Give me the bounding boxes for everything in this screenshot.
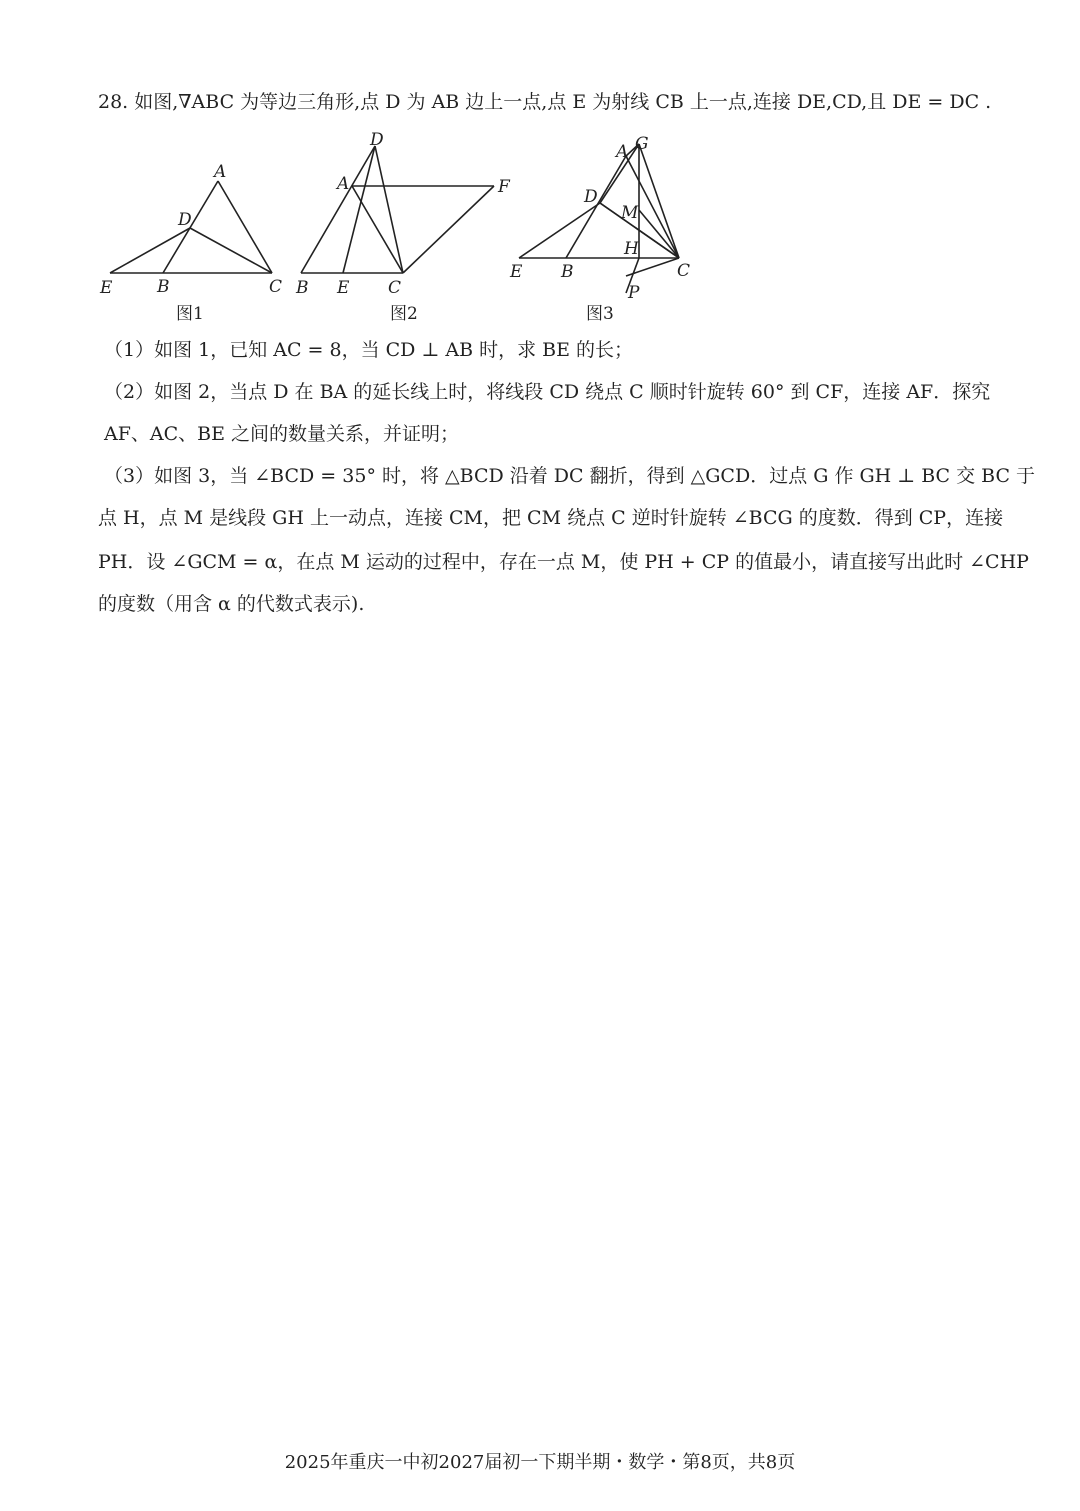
- part-3-line-4: 的度数（用含 α 的代数式表示).: [98, 593, 365, 615]
- fig2-segment-de: [343, 146, 375, 273]
- fig2-segment-dc: [375, 146, 403, 273]
- fig3-label-d: D: [584, 187, 598, 207]
- fig3-label-a: A: [616, 142, 629, 162]
- fig1-label-c: C: [269, 277, 283, 297]
- fig2-segment-fc: [403, 186, 494, 273]
- fig3-segment-gc: [639, 144, 679, 258]
- fig2-label-d: D: [370, 130, 384, 150]
- fig3-label-g: G: [635, 134, 649, 154]
- fig1-label-a: A: [214, 162, 227, 182]
- part-3-line-3: PH．设 ∠GCM = α，在点 M 运动的过程中，存在一点 M，使 PH + CP 的值最小，请直接写出此时 ∠CHP: [98, 551, 1029, 573]
- fig2-label-e: E: [337, 278, 350, 298]
- part-3-line-1: （3）如图 3，当 ∠BCD = 35° 时，将 △BCD 沿着 DC 翻折，得到 △GCD．过点 G 作 GH ⊥ BC 交 BC 于: [104, 465, 1036, 487]
- part-1: （1）如图 1，已知 AC = 8，当 CD ⊥ AB 时，求 BE 的长；: [104, 339, 633, 361]
- fig2-caption: 图2: [390, 304, 418, 324]
- fig3-caption: 图3: [586, 304, 614, 324]
- fig1-label-d: D: [178, 210, 192, 230]
- fig2-label-c: C: [388, 278, 402, 298]
- fig3-label-m: M: [621, 203, 639, 223]
- figures-row: [98, 128, 698, 328]
- fig3-label-p: P: [628, 283, 640, 303]
- figure-3: [519, 144, 679, 293]
- part-2-line-2: AF、AC、BE 之间的数量关系，并证明；: [104, 423, 460, 445]
- fig3-label-b: B: [561, 262, 574, 282]
- part-3-line-2: 点 H，点 M 是线段 GH 上一动点，连接 CM，把 CM 绕点 C 逆时针旋转 ∠BCG 的度数．得到 CP，连接: [98, 507, 1004, 529]
- fig1-label-b: B: [157, 277, 170, 297]
- fig1-label-e: E: [100, 278, 113, 298]
- fig2-label-b: B: [296, 278, 309, 298]
- fig3-segment-ed: [519, 203, 600, 258]
- figures-svg: [98, 128, 698, 328]
- fig3-label-h: H: [624, 239, 639, 259]
- fig2-label-f: F: [498, 177, 510, 197]
- fig2-segment-ac: [352, 186, 403, 273]
- fig2-segment-bd: [301, 146, 375, 273]
- fig1-segment-ed: [110, 228, 190, 273]
- fig1-segment-ac: [218, 181, 272, 273]
- fig3-label-c: C: [677, 261, 691, 281]
- fig3-segment-pc: [626, 258, 679, 276]
- part-2-line-1: （2）如图 2，当点 D 在 BA 的延长线上时，将线段 CD 绕点 C 顺时针旋转 60° 到 CF，连接 AF．探究: [104, 381, 991, 403]
- figure-2: [301, 146, 494, 273]
- fig3-label-e: E: [510, 262, 523, 282]
- page-footer: 2025年重庆一中初2027届初一下期半期・数学・第8页，共8页: [284, 1452, 796, 1473]
- fig1-caption: 图1: [176, 304, 204, 324]
- fig3-segment-ba: [566, 156, 626, 258]
- question-stem: 28. 如图,∇ABC 为等边三角形,点 D 为 AB 边上一点,点 E 为射线 CB 上一点,连接 DE,CD,且 DE = DC .: [98, 91, 992, 113]
- fig2-label-a: A: [337, 174, 350, 194]
